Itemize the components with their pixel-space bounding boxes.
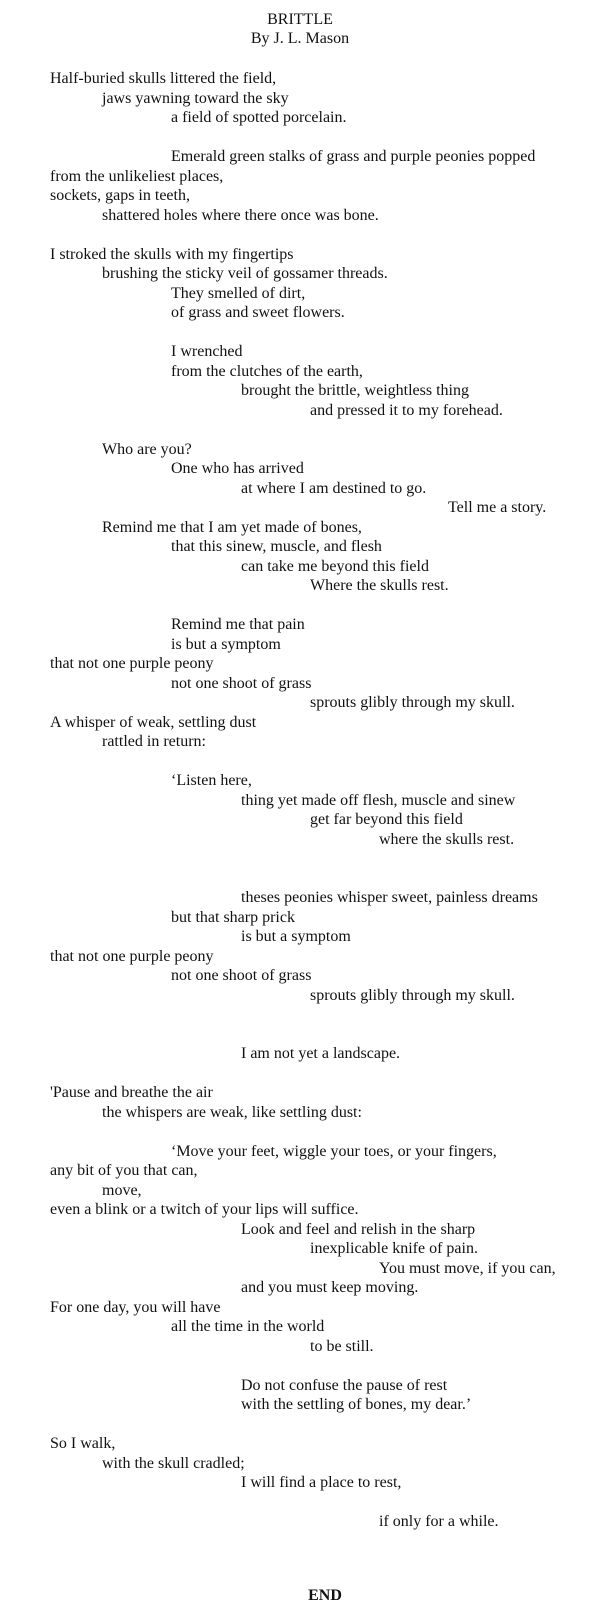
poem-line: at where I am destined to go.: [241, 479, 427, 497]
poem-line: that not one purple peony: [50, 947, 214, 965]
poem-line: They smelled of dirt,: [171, 284, 306, 302]
poem-line: with the skull cradled;: [102, 1454, 245, 1472]
poem-line: brushing the sticky veil of gossamer threads.: [102, 265, 388, 282]
poem-line: Look and feel and relish in the sharp: [241, 1220, 476, 1238]
poem-line: sprouts glibly through my skull.: [310, 694, 515, 711]
poem-line: thing yet made off flesh, muscle and sinew: [241, 791, 516, 809]
poem-line: You must move, if you can,: [379, 1259, 556, 1277]
poem-line: ‘Move your feet, wiggle your toes, or your fingers,: [171, 1142, 497, 1160]
poem-line: Half-buried skulls littered the field,: [50, 70, 277, 87]
poem-line: Who are you?: [102, 440, 192, 458]
poem-line: 'Pause and breathe the air: [50, 1084, 213, 1101]
poem-line: from the clutches of the earth,: [171, 362, 363, 380]
poem-line: sockets, gaps in teeth,: [50, 187, 190, 204]
poem-line: not one shoot of grass: [171, 674, 312, 692]
poem-line: For one day, you will have: [50, 1298, 221, 1316]
poem-line: can take me beyond this field: [241, 557, 429, 575]
poem-line: is but a symptom: [241, 928, 351, 945]
poem-line: jaws yawning toward the sky: [102, 89, 289, 107]
poem-line: a field of spotted porcelain.: [171, 109, 347, 126]
poem-line: any bit of you that can,: [50, 1162, 198, 1179]
poem-line: all the time in the world: [171, 1318, 325, 1335]
poem-line: get far beyond this field: [310, 811, 463, 828]
poem-line: of grass and sweet flowers.: [171, 304, 345, 321]
poem-line: I wrenched: [171, 343, 243, 360]
poem-line: So I walk,: [50, 1435, 116, 1452]
poem-line: with the settling of bones, my dear.’: [241, 1396, 472, 1413]
poem-line: theses peonies whisper sweet, painless dreams: [241, 889, 538, 906]
poem-line: that this sinew, muscle, and flesh: [171, 538, 382, 555]
poem-line: Do not confuse the pause of rest: [241, 1376, 448, 1394]
poem-line: rattled in return:: [102, 733, 206, 750]
poem-line: I stroked the skulls with my fingertips: [50, 245, 294, 263]
poem-line: Tell me a story.: [448, 499, 547, 516]
poem-line: not one shoot of grass: [171, 967, 312, 984]
poem-line: and pressed it to my forehead.: [310, 401, 503, 419]
poem-line: Remind me that I am yet made of bones,: [102, 518, 362, 536]
poem-line: to be still.: [310, 1337, 374, 1355]
poem-line: even a blink or a twitch of your lips will suffice.: [50, 1201, 359, 1218]
poem-line: where the skulls rest.: [379, 830, 515, 848]
poem-line: that not one purple peony: [50, 655, 214, 672]
poem-line: I am not yet a landscape.: [241, 1045, 401, 1062]
poem-line: if only for a while.: [379, 1513, 499, 1530]
poem-line: move,: [102, 1181, 142, 1199]
poem-author: By J. L. Mason: [250, 30, 350, 47]
poem-line: the whispers are weak, like settling dust:: [102, 1103, 362, 1121]
end-label: END: [308, 1587, 342, 1604]
poem-line: is but a symptom: [171, 635, 281, 653]
poem-line: ‘Listen here,: [171, 772, 252, 789]
poem-line: A whisper of weak, settling dust: [50, 713, 257, 731]
poem-line: brought the brittle, weightless thing: [241, 382, 469, 399]
poem-line: and you must keep moving.: [241, 1279, 419, 1296]
poem-line: but that sharp prick: [171, 908, 295, 926]
poem-line: Remind me that pain: [171, 616, 305, 633]
poem-line: shattered holes where there once was bone.: [102, 206, 379, 224]
poem-line: Emerald green stalks of grass and purple peonies popped: [171, 148, 536, 165]
poem-line: sprouts glibly through my skull.: [310, 986, 515, 1004]
poem-line: One who has arrived: [171, 460, 304, 477]
poem-line: Where the skulls rest.: [310, 577, 449, 594]
poem-line: I will find a place to rest,: [241, 1474, 402, 1491]
poem-line: inexplicable knife of pain.: [310, 1240, 478, 1257]
poem-title: BRITTLE: [267, 11, 333, 28]
poem-line: from the unlikeliest places,: [50, 167, 224, 185]
